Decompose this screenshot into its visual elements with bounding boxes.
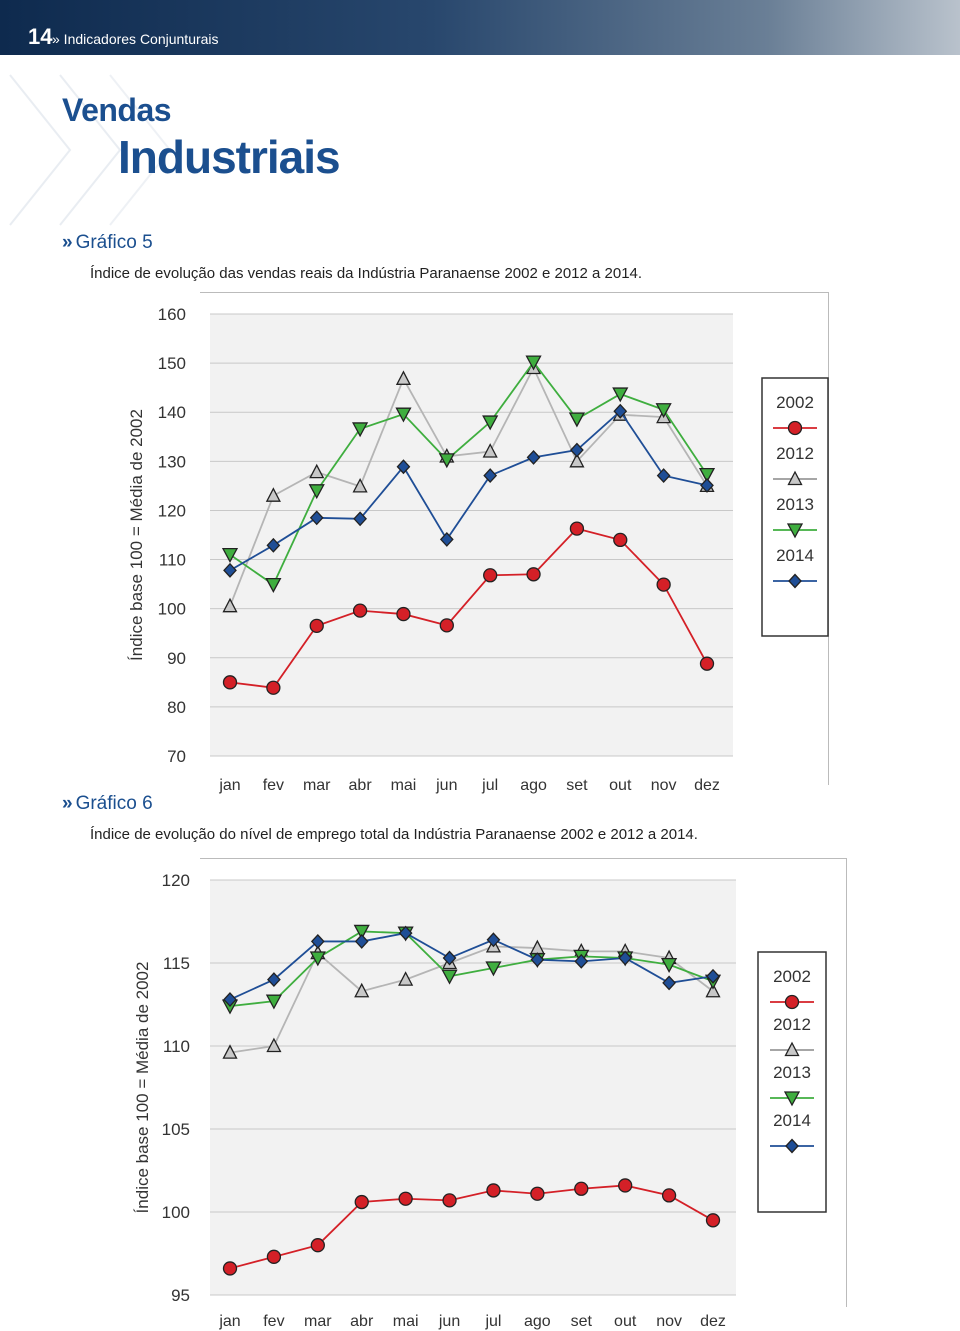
x-tick-label: nov: [656, 1313, 682, 1330]
plot-area: [210, 880, 736, 1295]
y-tick-label: 105: [161, 1120, 190, 1139]
figure-6-label: [62, 793, 153, 815]
data-point: [527, 568, 540, 581]
x-tick-label: dez: [700, 1313, 726, 1330]
y-tick-label: 130: [157, 452, 186, 472]
y-axis-label: Índice base 100 = Média de 2002: [133, 961, 152, 1214]
y-tick-label: 150: [157, 354, 186, 374]
data-point: [224, 1262, 237, 1275]
x-tick-label: dez: [694, 777, 720, 794]
page-number: 14: [28, 24, 53, 49]
legend-label-2013: 2013: [776, 495, 814, 514]
legend-label-2002: 2002: [773, 967, 811, 986]
data-point: [657, 578, 670, 591]
x-tick-label: abr: [350, 1313, 374, 1330]
data-point: [267, 681, 280, 694]
legend-marker-2002: [786, 996, 799, 1009]
x-tick-label: jul: [485, 1313, 502, 1330]
figure-6-caption: Índice de evolução do nível de emprego total da Indústria Paranaense 2002 e 2012 a 2014.: [90, 826, 698, 843]
x-tick-label: set: [566, 777, 588, 794]
x-tick-label: jun: [438, 1313, 461, 1330]
y-tick-label: 115: [162, 954, 190, 973]
y-tick-label: 70: [167, 747, 186, 766]
y-tick-label: 120: [161, 871, 190, 890]
legend-marker-2002: [789, 422, 802, 435]
x-tick-label: mar: [302, 777, 331, 794]
x-tick-label: fev: [262, 777, 285, 794]
data-point: [663, 1189, 676, 1202]
y-tick-label: 90: [167, 648, 186, 668]
x-tick-label: fev: [263, 1313, 285, 1330]
data-point: [487, 1184, 500, 1197]
data-point: [440, 619, 453, 632]
data-point: [707, 1214, 720, 1227]
y-tick-label: 120: [157, 501, 186, 521]
x-tick-label: ago: [520, 777, 547, 794]
y-tick-label: 160: [157, 305, 186, 324]
y-tick-label: 80: [167, 697, 186, 717]
data-point: [311, 1239, 324, 1252]
data-point: [614, 533, 627, 546]
x-tick-label: nov: [650, 777, 677, 794]
figure-6-chevron: »: [62, 793, 70, 814]
y-tick-label: 110: [162, 1037, 190, 1056]
data-point: [531, 1187, 544, 1200]
y-tick-label: 100: [157, 599, 186, 619]
section-name: » Indicadores Conjunturais: [52, 31, 219, 47]
y-tick-label: 100: [161, 1203, 190, 1222]
page-title-line2: Industriais: [118, 131, 340, 183]
top-bar: [0, 0, 960, 55]
legend-label-2012: 2012: [776, 444, 814, 463]
y-tick-label: 140: [157, 403, 186, 423]
legend-label-2012: 2012: [773, 1015, 811, 1034]
x-tick-label: abr: [348, 777, 372, 794]
figure-5-label: [62, 232, 153, 254]
x-tick-label: mai: [390, 777, 417, 794]
x-tick-label: mar: [304, 1313, 332, 1330]
data-point: [484, 569, 497, 582]
data-point: [619, 1179, 632, 1192]
chart-1: [0, 290, 960, 800]
data-point: [397, 608, 410, 621]
page-title-line1: Vendas: [62, 92, 172, 128]
x-tick-label: jun: [436, 777, 458, 794]
x-tick-label: jan: [219, 777, 241, 794]
x-tick-label: mai: [392, 1313, 419, 1330]
y-axis-label: Índice base 100 = Média de 2002: [127, 409, 146, 661]
data-point: [267, 1250, 280, 1263]
x-tick-label: jan: [219, 1313, 241, 1330]
x-tick-label: set: [570, 1313, 592, 1330]
data-point: [575, 1182, 588, 1195]
data-point: [310, 619, 323, 632]
x-tick-label: jul: [482, 777, 499, 794]
figure-5-chevron: »: [62, 232, 70, 253]
figure-5-label-text: Gráfico 5: [75, 232, 153, 253]
data-point: [570, 522, 583, 535]
legend-label-2013: 2013: [773, 1063, 811, 1082]
data-point: [224, 676, 237, 689]
y-tick-label: 110: [158, 550, 186, 570]
x-tick-label: out: [609, 777, 632, 794]
x-tick-label: ago: [524, 1313, 551, 1330]
data-point: [399, 1192, 412, 1205]
data-point: [355, 1196, 368, 1209]
chart-2: [0, 855, 960, 1331]
data-point: [354, 604, 367, 617]
legend-label-2002: 2002: [776, 393, 814, 412]
figure-5-caption: Índice de evolução das vendas reais da Indústria Paranaense 2002 e 2012 a 2014.: [90, 265, 643, 282]
y-tick-label: 95: [171, 1286, 190, 1305]
legend: [758, 952, 826, 1212]
data-point: [701, 657, 714, 670]
legend-label-2014: 2014: [776, 546, 814, 565]
x-tick-label: out: [614, 1313, 637, 1330]
figure-6-label-text: Gráfico 6: [75, 793, 153, 814]
data-point: [443, 1194, 456, 1207]
legend-label-2014: 2014: [773, 1111, 811, 1130]
